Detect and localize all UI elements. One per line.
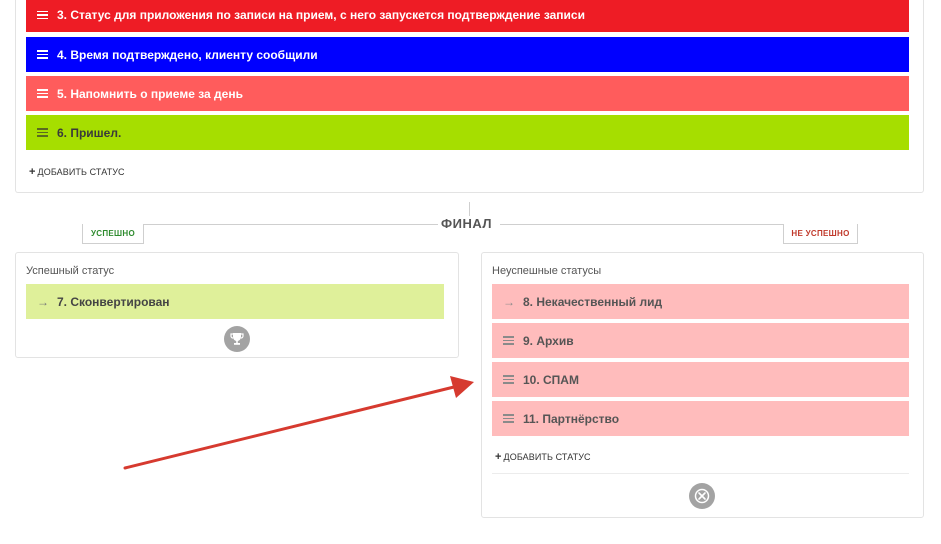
add-status-button[interactable]	[29, 166, 125, 178]
final-connector	[469, 202, 470, 216]
fail-tab	[783, 224, 858, 244]
status-row-4[interactable]	[26, 37, 909, 72]
status-row-9[interactable]	[492, 323, 909, 358]
plus-icon: +	[495, 451, 502, 463]
drag-handle-icon[interactable]	[503, 336, 514, 345]
status-row-6[interactable]	[26, 115, 909, 150]
status-label: 7. Сконвертирован	[57, 294, 170, 309]
success-panel-title: Успешный статус	[26, 265, 115, 277]
fail-panel-title: Неуспешные статусы	[492, 265, 602, 277]
status-label: 5. Напомнить о приеме за день	[57, 86, 243, 101]
drag-handle-icon[interactable]	[37, 128, 48, 137]
drag-handle-icon[interactable]	[37, 89, 48, 98]
add-status-label: ДОБАВИТЬ СТАТУС	[37, 167, 125, 177]
fail-tab-label: НЕ УСПЕШНО	[791, 229, 850, 238]
drag-handle-icon[interactable]	[503, 375, 514, 384]
status-row-11[interactable]	[492, 401, 909, 436]
status-label: 9. Архив	[523, 333, 574, 348]
final-section	[0, 200, 941, 250]
status-label: 6. Пришел.	[57, 125, 122, 140]
drag-handle-icon[interactable]	[37, 11, 48, 20]
arrow-right-icon: →	[37, 294, 49, 309]
drag-handle-icon[interactable]	[37, 50, 48, 59]
status-label: 4. Время подтверждено, клиенту сообщили	[57, 47, 318, 62]
divider	[492, 473, 909, 474]
status-label: 11. Партнёрство	[523, 411, 620, 426]
close-circle-icon[interactable]	[689, 483, 715, 509]
status-label: 10. СПАМ	[523, 372, 579, 387]
final-title: ФИНАЛ	[441, 216, 492, 231]
arrow-right-icon: →	[503, 294, 515, 309]
status-row-10[interactable]	[492, 362, 909, 397]
add-status-label: ДОБАВИТЬ СТАТУС	[503, 452, 591, 462]
status-row-5[interactable]	[26, 76, 909, 111]
status-row-3[interactable]	[26, 0, 909, 32]
success-tab-label: УСПЕШНО	[91, 229, 135, 238]
status-row-7[interactable]	[26, 284, 444, 319]
drag-handle-icon[interactable]	[503, 414, 514, 423]
success-tab	[82, 224, 144, 244]
status-label: 3. Статус для приложения по записи на прием, с него запускется подтверждение записи	[57, 8, 585, 22]
add-fail-status-button[interactable]	[495, 451, 591, 463]
plus-icon: +	[29, 166, 36, 178]
status-row-8[interactable]	[492, 284, 909, 319]
status-label: 8. Некачественный лид	[523, 294, 663, 309]
trophy-icon	[224, 326, 250, 352]
